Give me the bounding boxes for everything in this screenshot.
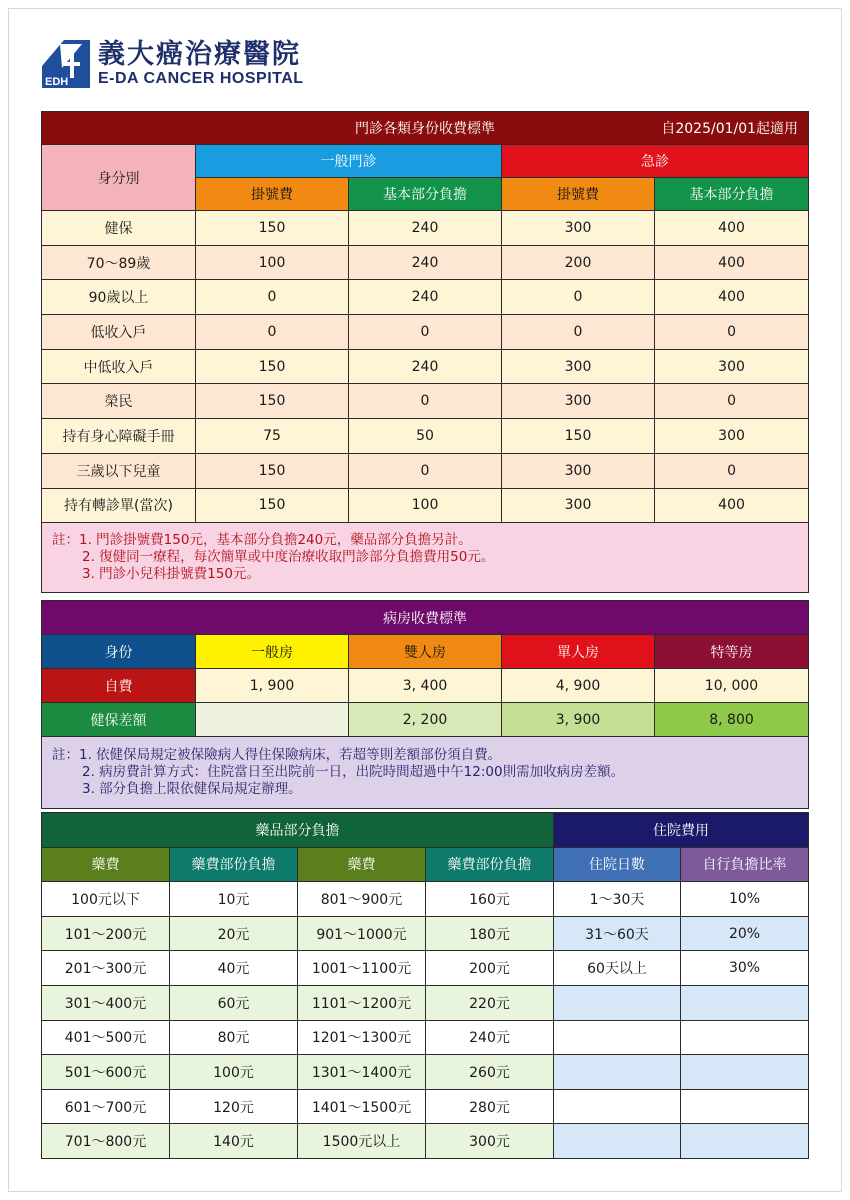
self-pay-ratio: 30%: [681, 951, 809, 986]
general-registration-value: 150: [196, 488, 349, 523]
drug-copay-amount: 260元: [426, 1055, 554, 1090]
ward-note-1: 註：1. 依健保局規定被保險病人得住保險病床，若超等則差額部份須自費。: [52, 747, 502, 763]
room-type-single: 單人房: [502, 635, 655, 669]
outpatient-title: 門診各類身份收費標準: [355, 121, 496, 137]
drug-fee-range: 1500元以上: [298, 1124, 426, 1159]
outpatient-fee-table: [41, 111, 809, 593]
drug-fee-range: 1101～1200元: [298, 985, 426, 1020]
drug-copay-amount: 60元: [170, 985, 298, 1020]
emergency-registration-value: 300: [502, 384, 655, 419]
drug-copay-amount: 10元: [170, 882, 298, 917]
general-copay-value: 240: [349, 211, 502, 246]
drug-fee-range: 301～400元: [42, 985, 170, 1020]
general-copay-value: 0: [349, 453, 502, 488]
row-label: 90歲以上: [42, 280, 196, 315]
table-row: [42, 1124, 809, 1159]
drug-fee-range: 1201～1300元: [298, 1020, 426, 1055]
general-registration-value: 100: [196, 245, 349, 280]
general-copay-value: 100: [349, 488, 502, 523]
general-registration-value: 0: [196, 315, 349, 350]
drug-copay-amount: 20元: [170, 916, 298, 951]
drug-copay-header-2: 藥費部份負擔: [426, 847, 554, 882]
drug-copay-amount: 100元: [170, 1055, 298, 1090]
drug-copay-amount: 140元: [170, 1124, 298, 1159]
row-label: 持有轉診單(當次): [42, 488, 196, 523]
emergency-registration-value: 300: [502, 349, 655, 384]
general-copay-value: 0: [349, 315, 502, 350]
emergency-registration-value: 300: [502, 488, 655, 523]
drug-copay-amount: 300元: [426, 1124, 554, 1159]
inpatient-days: 1～30天: [554, 882, 681, 917]
drug-fee-header-2: 藥費: [298, 847, 426, 882]
self-pay-ratio: [681, 1055, 809, 1090]
general-copay-value: 50: [349, 419, 502, 454]
hospital-header: [40, 36, 304, 92]
nhi-diff-premium: 8, 800: [655, 703, 809, 737]
drug-copay-amount: 160元: [426, 882, 554, 917]
drug-fee-range: 101～200元: [42, 916, 170, 951]
table-row: [42, 1089, 809, 1124]
drug-copay-header-1: 藥費部份負擔: [170, 847, 298, 882]
emergency-registration-value: 300: [502, 453, 655, 488]
nhi-diff-general: [196, 703, 349, 737]
inpatient-days: [554, 1089, 681, 1124]
row-label: 低收入戶: [42, 315, 196, 350]
emergency-copay-value: 400: [655, 488, 809, 523]
inpatient-days: [554, 985, 681, 1020]
self-pay-premium: 10, 000: [655, 669, 809, 703]
table-row: [42, 951, 809, 986]
identity-header: 身分別: [42, 145, 196, 211]
general-copay-value: 240: [349, 349, 502, 384]
emergency-registration-value: 150: [502, 419, 655, 454]
drug-fee-range: 1001～1100元: [298, 951, 426, 986]
nhi-diff-label: 健保差額: [42, 703, 196, 737]
drug-fee-range: 801～900元: [298, 882, 426, 917]
hospital-logo-icon: [40, 38, 92, 90]
emergency-registration-value: 200: [502, 245, 655, 280]
drug-fee-range: 901～1000元: [298, 916, 426, 951]
ward-identity-header: 身份: [42, 635, 196, 669]
ward-note-2: 2. 病房費計算方式：住院當日至出院前一日，出院時間超過中午12:00則需加收病房差額。: [82, 764, 625, 780]
outpatient-title-cell: [42, 112, 809, 145]
table-row: [42, 419, 809, 454]
inpatient-days: 31～60天: [554, 916, 681, 951]
general-registration-value: 150: [196, 349, 349, 384]
table-row: [42, 384, 809, 419]
drug-copay-amount: 40元: [170, 951, 298, 986]
hospital-name-english: E-DA CANCER HOSPITAL: [98, 70, 304, 87]
row-label: 三歲以下兒童: [42, 453, 196, 488]
nhi-diff-single: 3, 900: [502, 703, 655, 737]
room-type-double: 雙人房: [349, 635, 502, 669]
table-row: [42, 245, 809, 280]
table-row: [42, 916, 809, 951]
self-pay-single: 4, 900: [502, 669, 655, 703]
emergency-copay-value: 0: [655, 384, 809, 419]
general-copay-value: 240: [349, 280, 502, 315]
row-label: 持有身心障礙手冊: [42, 419, 196, 454]
drug-copay-amount: 240元: [426, 1020, 554, 1055]
table-row: [42, 280, 809, 315]
inpatient-days: [554, 1020, 681, 1055]
drug-copay-table: [41, 812, 809, 1159]
general-clinic-header: 一般門診: [196, 145, 502, 178]
general-copay-value: 0: [349, 384, 502, 419]
drug-fee-range: 1301～1400元: [298, 1055, 426, 1090]
drug-fee-range: 501～600元: [42, 1055, 170, 1090]
table-row: [42, 488, 809, 523]
row-label: 中低收入戶: [42, 349, 196, 384]
ward-note-3: 3. 部分負擔上限依健保局規定辦理。: [82, 781, 302, 797]
self-pay-ratio-header: 自行負擔比率: [681, 847, 809, 882]
room-type-premium: 特等房: [655, 635, 809, 669]
inpatient-days-header: 住院日數: [554, 847, 681, 882]
self-pay-ratio: [681, 1124, 809, 1159]
drug-copay-amount: 180元: [426, 916, 554, 951]
table-row: [42, 315, 809, 350]
emergency-copay-header: 基本部分負擔: [655, 178, 809, 211]
self-pay-general: 1, 900: [196, 669, 349, 703]
inpatient-days: 60天以上: [554, 951, 681, 986]
emergency-registration-value: 300: [502, 211, 655, 246]
emergency-registration-value: 0: [502, 280, 655, 315]
drug-copay-title: 藥品部分負擔: [42, 813, 554, 848]
outpatient-note-2: 2. 復健同一療程，每次簡單或中度治療收取門診部分負擔費用50元。: [82, 549, 495, 566]
general-registration-value: 150: [196, 384, 349, 419]
emergency-header: 急診: [502, 145, 809, 178]
general-registration-value: 150: [196, 453, 349, 488]
inpatient-days: [554, 1055, 681, 1090]
table-row: [42, 1020, 809, 1055]
emergency-copay-value: 300: [655, 419, 809, 454]
row-label: 健保: [42, 211, 196, 246]
emergency-copay-value: 0: [655, 315, 809, 350]
ward-title: 病房收費標準: [42, 601, 809, 635]
self-pay-ratio: 20%: [681, 916, 809, 951]
drug-copay-amount: 80元: [170, 1020, 298, 1055]
drug-copay-amount: 220元: [426, 985, 554, 1020]
self-pay-ratio: [681, 1020, 809, 1055]
general-copay-header: 基本部分負擔: [349, 178, 502, 211]
table-row: [42, 882, 809, 917]
table-row: [42, 985, 809, 1020]
emergency-registration-value: 0: [502, 315, 655, 350]
table-row: [42, 453, 809, 488]
general-registration-header: 掛號費: [196, 178, 349, 211]
self-pay-ratio: 10%: [681, 882, 809, 917]
ward-fee-table: [41, 600, 809, 809]
general-registration-value: 150: [196, 211, 349, 246]
drug-copay-amount: 280元: [426, 1089, 554, 1124]
nhi-diff-double: 2, 200: [349, 703, 502, 737]
hospital-name-chinese: 義大癌治療醫院: [98, 39, 301, 70]
drug-fee-range: 701～800元: [42, 1124, 170, 1159]
ward-notes: [42, 737, 809, 809]
emergency-copay-value: 400: [655, 245, 809, 280]
drug-copay-amount: 120元: [170, 1089, 298, 1124]
row-label: 70～89歲: [42, 245, 196, 280]
emergency-copay-value: 400: [655, 280, 809, 315]
self-pay-double: 3, 400: [349, 669, 502, 703]
table-row: [42, 211, 809, 246]
general-registration-value: 0: [196, 280, 349, 315]
outpatient-note-3: 3. 門診小兒科掛號費150元。: [82, 566, 260, 583]
self-pay-ratio: [681, 985, 809, 1020]
table-row: [42, 1055, 809, 1090]
drug-fee-range: 1401～1500元: [298, 1089, 426, 1124]
general-copay-value: 240: [349, 245, 502, 280]
emergency-copay-value: 300: [655, 349, 809, 384]
svg-text:EDH: EDH: [45, 76, 69, 88]
room-type-general: 一般房: [196, 635, 349, 669]
emergency-copay-value: 400: [655, 211, 809, 246]
outpatient-notes: [42, 523, 809, 593]
drug-fee-range: 401～500元: [42, 1020, 170, 1055]
drug-fee-range: 201～300元: [42, 951, 170, 986]
self-pay-ratio: [681, 1089, 809, 1124]
drug-fee-range: 601～700元: [42, 1089, 170, 1124]
table-row: [42, 349, 809, 384]
inpatient-fee-title: 住院費用: [554, 813, 809, 848]
inpatient-days: [554, 1124, 681, 1159]
general-registration-value: 75: [196, 419, 349, 454]
drug-copay-amount: 200元: [426, 951, 554, 986]
emergency-copay-value: 0: [655, 453, 809, 488]
drug-fee-header-1: 藥費: [42, 847, 170, 882]
effective-date: 自2025/01/01起適用: [661, 121, 799, 137]
row-label: 榮民: [42, 384, 196, 419]
emergency-registration-header: 掛號費: [502, 178, 655, 211]
self-pay-label: 自費: [42, 669, 196, 703]
drug-fee-range: 100元以下: [42, 882, 170, 917]
outpatient-note-1: 註：1. 門診掛號費150元，基本部分負擔240元，藥品部分負擔另計。: [52, 532, 472, 549]
